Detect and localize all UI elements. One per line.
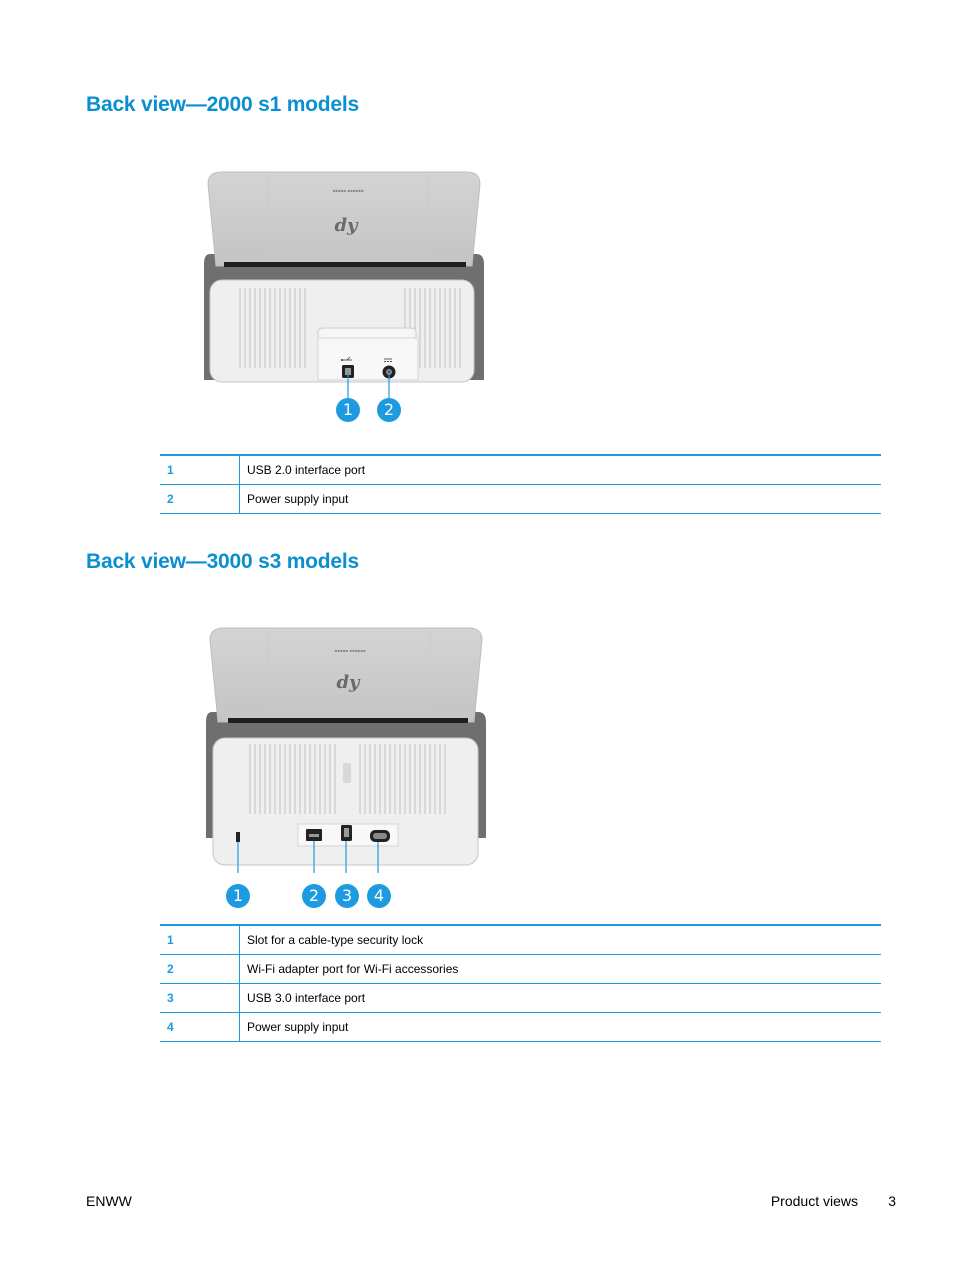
callout-2: 2 xyxy=(302,884,326,908)
security-lock-slot xyxy=(236,832,240,842)
row-number: 2 xyxy=(160,954,240,983)
row-number: 4 xyxy=(160,1012,240,1041)
svg-text:▪▪▪▪▪ ▪▪▪▪▪▪: ▪▪▪▪▪ ▪▪▪▪▪▪ xyxy=(332,188,364,193)
table-row xyxy=(160,925,881,954)
callout-1: 1 xyxy=(336,398,360,422)
callout-4: 4 xyxy=(367,884,391,908)
row-number: 1 xyxy=(160,455,240,484)
page-number: 3 xyxy=(888,1193,896,1209)
scanner-back-illustration-2000 xyxy=(200,140,490,430)
section-heading-3000: Back view—3000 s3 models xyxy=(86,550,360,573)
table-row xyxy=(160,484,881,513)
row-number: 1 xyxy=(160,925,240,954)
row-description: USB 2.0 interface port xyxy=(247,462,366,477)
table-row xyxy=(160,983,881,1012)
legend-table-2000 xyxy=(160,454,881,514)
row-description: Slot for a cable-type security lock xyxy=(247,932,424,947)
row-description: Power supply input xyxy=(247,491,349,506)
table-row xyxy=(160,1012,881,1041)
legend-table-3000 xyxy=(160,924,881,1042)
callout-2: 2 xyxy=(377,398,401,422)
section-heading-2000: Back view—2000 s1 models xyxy=(86,93,360,116)
callout-3: 3 xyxy=(335,884,359,908)
footer-left-label: ENWW xyxy=(86,1193,132,1209)
row-description: Power supply input xyxy=(247,1019,349,1034)
row-number: 2 xyxy=(160,484,240,513)
row-description: USB 3.0 interface port xyxy=(247,990,366,1005)
row-number: 3 xyxy=(160,983,240,1012)
table-row xyxy=(160,954,881,983)
svg-text:▪▪▪▪▪ ▪▪▪▪▪▪: ▪▪▪▪▪ ▪▪▪▪▪▪ xyxy=(334,648,366,653)
footer-section-name: Product views xyxy=(770,1193,858,1209)
table-row xyxy=(160,455,881,484)
callout-1: 1 xyxy=(226,884,250,908)
hp-logo: dy xyxy=(334,215,358,236)
row-description: Wi-Fi adapter port for Wi-Fi accessories xyxy=(247,961,459,976)
scanner-back-illustration-3000 xyxy=(200,598,490,873)
hp-logo: dy xyxy=(336,672,360,693)
